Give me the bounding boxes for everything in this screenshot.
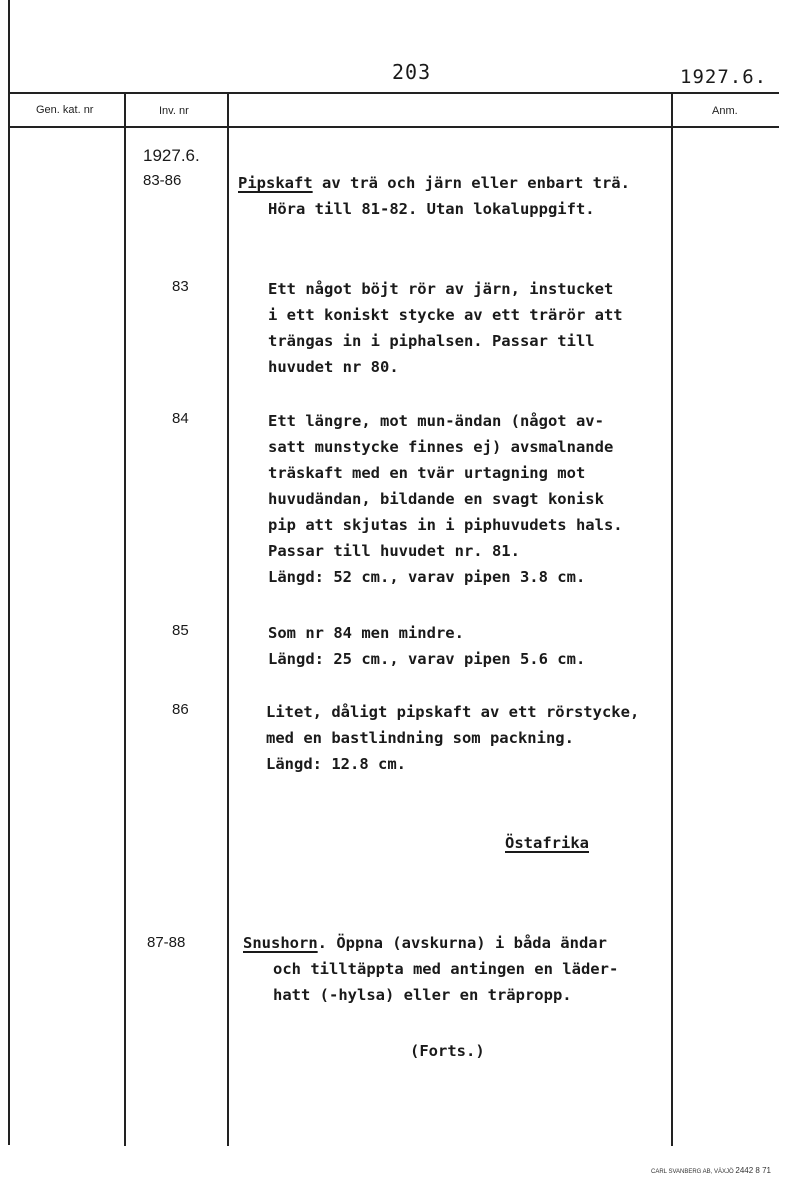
entry-line: träskaft med en tvär urtagning mot (268, 464, 586, 482)
entry-line: Längd: 12.8 cm. (266, 755, 406, 773)
continued-note: (Forts.) (410, 1042, 485, 1060)
entry-line: med en bastlindning som packning. (266, 729, 574, 747)
column-rule-2 (227, 92, 229, 1146)
header-date: 1927.6. (680, 66, 768, 88)
column-rule-1 (124, 92, 126, 1146)
printer-name: CARL SVANBERG AB, VÄXJÖ (651, 1169, 734, 1175)
entry-line: och tilltäppta med antingen en läder- (273, 960, 619, 978)
inv-number: 84 (172, 410, 189, 427)
entry-line: satt munstycke finnes ej) avsmalnande (268, 438, 614, 456)
inv-number: 83-86 (143, 172, 182, 189)
inv-number: 86 (172, 701, 189, 718)
entry-line: Ett längre, mot mun-ändan (något av- (268, 412, 604, 430)
entry-line: pip att skjutas in i piphuvudets hals. (268, 516, 623, 534)
entry-lead-word: Snushorn (243, 934, 318, 952)
form-number: 2442 8 71 (735, 1166, 771, 1175)
entry-line: huvudändan, bildande en svagt konisk (268, 490, 604, 508)
entry-line: . Öppna (avskurna) i båda ändar (317, 934, 607, 952)
column-rule-3 (671, 92, 673, 1146)
entry-85 (268, 620, 585, 672)
column-header-gen-kat-nr: Gen. kat. nr (36, 104, 94, 116)
page-number: 203 (392, 60, 432, 84)
left-margin-rule (8, 0, 10, 1145)
entry-87-88 (243, 930, 618, 1008)
entry-line: Passar till huvudet nr. 81. (268, 542, 520, 560)
entry-86 (266, 699, 639, 777)
entry-line: Litet, dåligt pipskaft av ett rörstycke, (266, 703, 640, 721)
group-date: 1927.6. (143, 146, 200, 165)
entry-line: hatt (-hylsa) eller en träpropp. (273, 986, 572, 1004)
entry-lead-word: Pipskaft (238, 174, 313, 192)
entry-line: av trä och järn eller enbart trä. (312, 174, 630, 192)
entry-line: Längd: 52 cm., varav pipen 3.8 cm. (268, 568, 586, 586)
entry-84 (268, 408, 623, 590)
inv-number: 83 (172, 278, 189, 295)
inv-number: 87-88 (147, 934, 186, 951)
entry-line: huvudet nr 80. (268, 358, 399, 376)
entry-83-86 (238, 170, 630, 222)
entry-line: Som nr 84 men mindre. (268, 624, 464, 642)
entry-83 (268, 276, 623, 380)
entry-line: Höra till 81-82. Utan lokaluppgift. (268, 200, 595, 218)
entry-line: Längd: 25 cm., varav pipen 5.6 cm. (268, 650, 586, 668)
entry-line: i ett koniskt stycke av ett trärör att (268, 306, 623, 324)
entry-line: Ett något böjt rör av järn, instucket (268, 280, 614, 298)
section-heading: Östafrika (505, 834, 589, 852)
inv-number: 85 (172, 622, 189, 639)
column-header-anm: Anm. (712, 105, 738, 117)
column-header-inv-nr: Inv. nr (159, 105, 189, 117)
printer-imprint (651, 1166, 771, 1175)
entry-line: trängas in i piphalsen. Passar till (268, 332, 595, 350)
